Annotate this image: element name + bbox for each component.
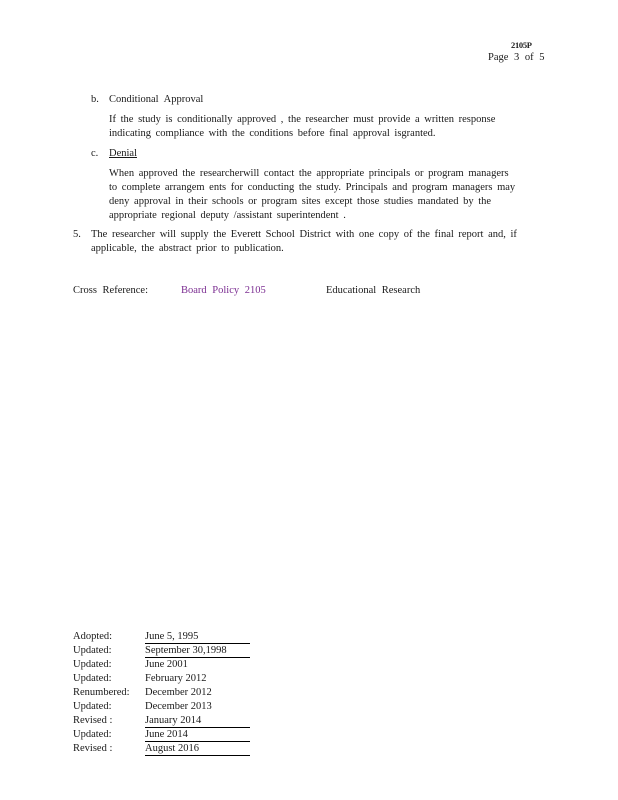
policy-code: 2105P xyxy=(511,40,532,50)
history-date: December 2013 xyxy=(145,701,212,712)
cross-reference-policy-link[interactable]: Board Policy 2105 xyxy=(181,285,266,296)
history-date: September 30,1998 xyxy=(145,645,227,656)
history-date: June 5, 1995 xyxy=(145,631,199,642)
item-c-body: When approved the researcherwill contact the appropriate principals or program managers to complete arrangem ents for conducting the study. Principals and program managers may deny approval in their schools or program sites except those studies mandated by the appropriate regional deputy /assistant superintendent . xyxy=(109,168,516,221)
item-b-marker: b. xyxy=(91,94,99,105)
history-label: Revised : xyxy=(73,743,113,754)
history-underline xyxy=(145,755,250,756)
history-date: December 2012 xyxy=(145,687,212,698)
item-5-marker: 5. xyxy=(73,229,81,240)
history-date: February 2012 xyxy=(145,673,207,684)
item-c-title: Denial xyxy=(109,148,137,159)
history-date: January 2014 xyxy=(145,715,202,726)
cross-reference-title: Educational Research xyxy=(326,285,421,296)
history-date: June 2001 xyxy=(145,659,188,670)
item-b-body: If the study is conditionally approved , the researcher must provide a written response indicating compliance with the conditions before final approval isgranted. xyxy=(109,114,496,139)
history-label: Updated: xyxy=(73,645,112,656)
item-5-body: The researcher will supply the Everett School District with one copy of the final report and, if applicable, the abstract prior to publication. xyxy=(91,229,517,254)
history-label: Updated: xyxy=(73,659,112,670)
item-c-marker: c. xyxy=(91,148,99,159)
history-label: Updated: xyxy=(73,701,112,712)
history-label: Revised : xyxy=(73,715,113,726)
item-b-title: Conditional Approval xyxy=(109,94,204,105)
history-label: Renumbered: xyxy=(73,687,130,698)
history-label: Updated: xyxy=(73,673,112,684)
history-label: Adopted: xyxy=(73,631,113,642)
cross-reference-label: Cross Reference: xyxy=(73,285,149,296)
history-date: June 2014 xyxy=(145,729,188,740)
page-number: Page 3 of 5 xyxy=(488,52,545,63)
history-date: August 2016 xyxy=(145,743,199,754)
history-label: Updated: xyxy=(73,729,112,740)
